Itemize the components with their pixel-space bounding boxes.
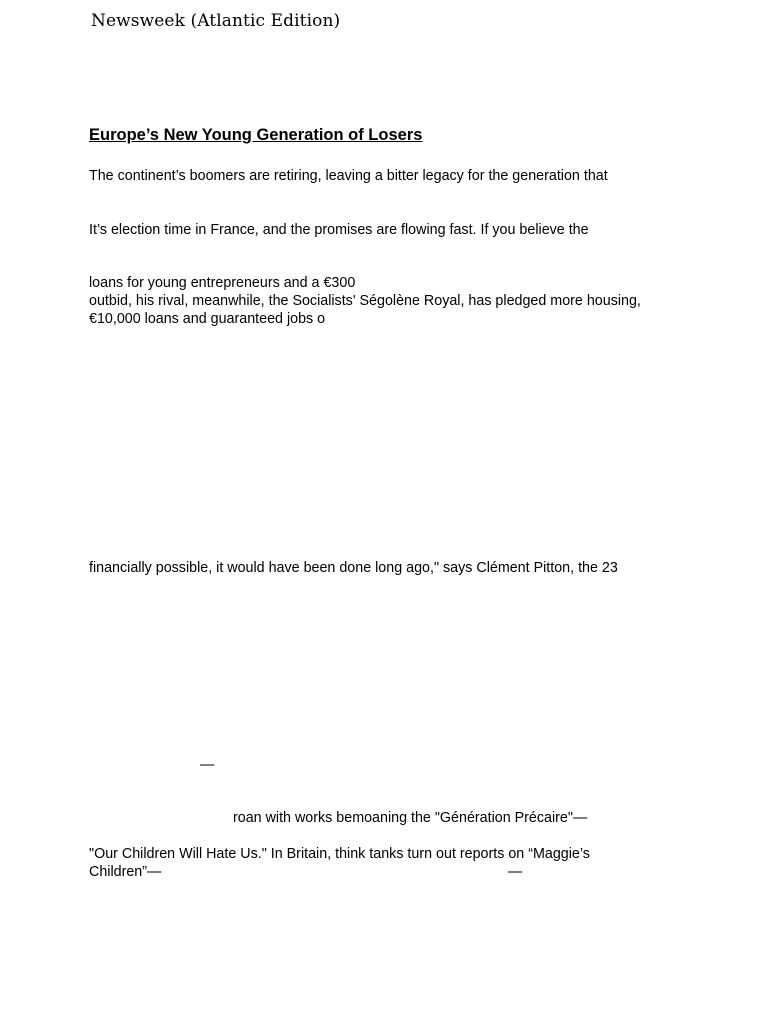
publication-name: Newsweek (Atlantic Edition) bbox=[91, 11, 341, 31]
em-dash-1: — bbox=[200, 757, 215, 773]
article-subtitle: The continent’s boomers are retiring, leaving a bitter legacy for the generation that bbox=[89, 168, 608, 184]
paragraph-2-line-1: loans for young entrepreneurs and a €300 bbox=[89, 275, 356, 291]
paragraph-5-line-2: Children”— bbox=[89, 864, 162, 880]
paragraph-4: roan with works bemoaning the "Génération Précaire"— bbox=[233, 810, 588, 826]
paragraph-1: It’s election time in France, and the promises are flowing fast. If you believe the bbox=[89, 222, 589, 238]
paragraph-5-line-1: "Our Children Will Hate Us." In Britain, think tanks turn out reports on “Maggie’s bbox=[89, 846, 590, 862]
paragraph-2-line-2: outbid, his rival, meanwhile, the Socialists' Ségolène Royal, has pledged more housing, bbox=[89, 293, 641, 309]
paragraph-3: financially possible, it would have been done long ago," says Clément Pitton, the 23 bbox=[89, 560, 618, 576]
em-dash-2: — bbox=[508, 864, 523, 880]
article-title: Europe’s New Young Generation of Losers bbox=[89, 126, 423, 144]
paragraph-2-line-3: €10,000 loans and guaranteed jobs o bbox=[89, 311, 326, 327]
